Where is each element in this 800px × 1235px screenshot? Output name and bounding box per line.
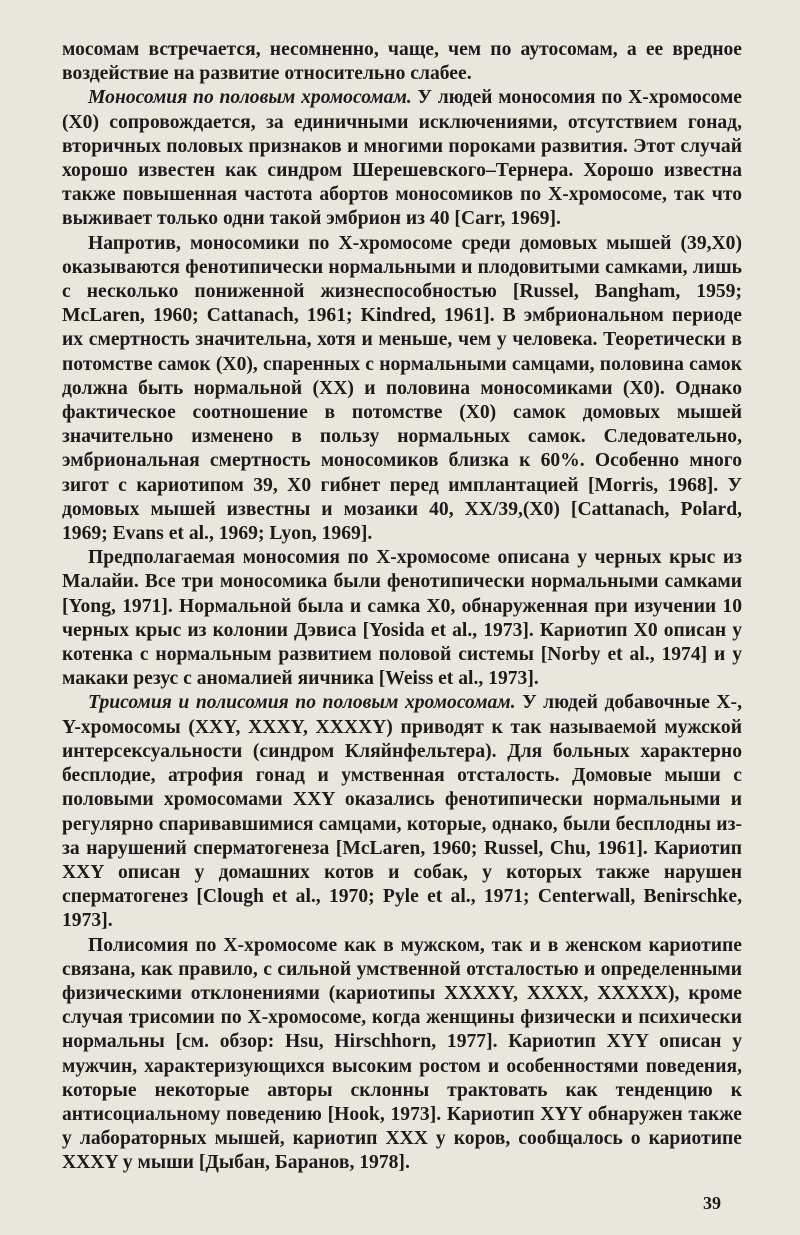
paragraph: Полисомия по Х-хромосоме как в мужском, так и в женском кариотипе связана, как правило, с сильной умственной отсталостью и определенными физическими отклонениями (кариотипы XXXXY, XXXX, XXXXX), кроме случая трисомии по Х-хромосоме, когда женщины физически и психически нормальны [см. обзор: Hsu, Hirschhorn, 1977]. Кариотип XYY описан у мужчин, характеризующихся высоким ростом и особенностями поведения, которые некоторые авторы склонны трактовать как тенденцию к антисоциальному поведению [Hook, 1973]. Кариотип XYY обнаружен также у лабораторных мышей, кариотип XXX у коров, сообщалось о кариотипе XXXY у мыши [Дыбан, Баранов, 1978]. bbox=[62, 934, 742, 1174]
paragraph: Моносомия по половым хромосомам. У людей моносомия по Х-хромосоме (Х0) сопровождается, за единичными исключениями, отсутствием гонад, вторичных половых признаков и многими пороками развития. Этот случай хорошо известен как синдром Шерешевского–Тернера. Хорошо известна также повышенная частота абортов моносомиков по Х-хромосоме, так что выживает только одни такой эмбрион из 40 [Carr, 1969]. bbox=[62, 87, 742, 230]
paragraph: Предполагаемая моносомия по Х-хромосоме описана у черных крыс из Малайи. Все три моносомика были фенотипически нормальными самками [Yong, 1971]. Нормальной была и самка Х0, обнаруженная при изучении 10 черных крыс из колонии Дэвиса [Yosida et al., 1973]. Кариотип Х0 описан у котенка с нормальным развитием половой системы [Norby et al., 1974] и у макаки резус с аномалией яичника [Weiss et al., 1973]. bbox=[62, 547, 742, 690]
paragraph: Трисомия и полисомия по половым хромосомам. У людей добавочные Х-, Y-хромосомы (XXY, XXXY, XXXXY) приводят к так называемой мужской интерсексуальности (синдром Кляйнфельтера). Для больных характерно бесплодие, атрофия гонад и умственная отсталость. Домовые мыши с половыми хромосомами XXY оказались фенотипически нормальными и регулярно спаривавшимися самцами, которые, однако, были бесплодны из-за нарушений сперматогенеза [McLaren, 1960; Russel, Chu, 1961]. Кариотип XXY описан у домашних котов и собак, у которых также нарушен сперматогенез [Clough et al., 1970; Pyle et al., 1971; Centerwall, Benirschke, 1973]. bbox=[62, 692, 742, 932]
paragraph: Напротив, моносомики по Х-хромосоме среди домовых мышей (39,Х0) оказываются фенотипически нормальными и плодовитыми самками, лишь с несколько пониженной жизнеспособностью [Russel, Bangham, 1959; McLaren, 1960; Cattanach, 1961; Kindred, 1961]. В эмбриональном периоде их смертность значительна, хотя и меньше, чем у человека. Теоретически в потомстве самок (Х0), спаренных с нормальными самцами, половина самок должна быть нормальной (ХХ) и половина моносомиками (Х0). Однако фактическое соотношение в потомстве (Х0) самок домовых мышей значительно изменено в пользу нормальных самок. Следовательно, эмбриональная смертность моносомиков близка к 60%. Особенно много зигот с кариотипом 39, Х0 гибнет перед имплантацией [Morris, 1968]. У домовых мышей известны и мозаики 40, ХХ/39,(Х0) [Cattanach, Polard, 1969; Evans et al., 1969; Lyon, 1969]. bbox=[62, 232, 742, 545]
page-body bbox=[62, 38, 742, 1176]
page-number: 39 bbox=[703, 1193, 721, 1213]
section-heading: Моносомия по половым хромосомам. bbox=[88, 87, 412, 109]
paragraph: мосомам встречается, несомненно, чаще, чем по аутосомам, а ее вредное воздействие на развитие относительно слабее. bbox=[62, 39, 742, 85]
section-heading: Трисомия и полисомия по половым хромосомам. bbox=[88, 692, 516, 714]
